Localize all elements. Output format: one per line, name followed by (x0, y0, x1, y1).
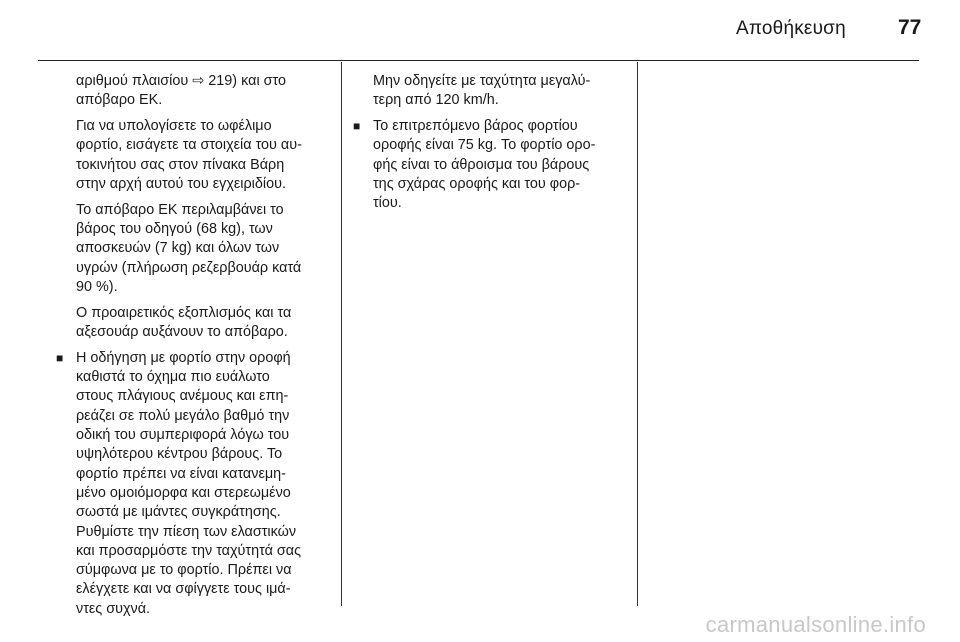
middle-column (353, 72, 635, 214)
header-divider (38, 60, 919, 61)
page-header-title: Αποθήκευση (736, 18, 846, 39)
permitted-roof-load-bullet-text: Το επιτρεπόμενο βάρος φορτίου οροφής είναι 75 kg. Το φορτίο ορο- φής είναι το άθροισμα του βάρους της σχάρας οροφής και του φορ- τίου. (373, 118, 596, 212)
kerb-weight-paragraph: Το απόβαρο ΕΚ περιλαμβάνει το βάρος του οδηγού (68 kg), των αποσκευών (7 kg) και όλων των υγρών (πλήρωση ρεζερβουάρ κατά 90 %). (76, 201, 302, 295)
page-number: 77 (898, 16, 922, 39)
optional-equipment-paragraph: Ο προαιρετικός εξοπλισμός και τα αξεσουάρ αυξάνουν το απόβαρο. (76, 304, 292, 341)
column-divider-left (341, 62, 342, 606)
bullet-square-icon: ■ (56, 350, 64, 365)
bullet-square-icon: ■ (353, 119, 361, 134)
roof-load-bullet-text: Η οδήγηση με φορτίο στην οροφή καθιστά το όχημα πιο ευάλωτο στους πλάγιους ανέμους και επη- ρεάζει σε πολύ μεγάλο βαθμό την οδική του συμπεριφορά λόγω του υψηλότερου κέντρου βάρους. Το φορτίο πρέπει να είναι κατανεμη- μένο ομοιόμορφα και στερεωμένο σωστά με ιμάντες συγκράτησης. Ρυθμίστε την πίεση των ελαστικών και προσαρμόστε την ταχύτητά σας σύμφωνα με το φορτίο. Πρέπει να ελέγχετε και να σφίγγετε τους ιμά- ντες συχνά. (76, 349, 302, 617)
left-column (56, 72, 338, 619)
watermark-text: carmanualsonline.info (705, 612, 926, 637)
column-divider-right (637, 62, 638, 606)
payload-calc-paragraph: Για να υπολογίσετε το ωφέλιμο φορτίο, εισάγετε τα στοιχεία του αυ- τοκινήτου σας στον πίνακα Βάρη στην αρχή αυτού του εγχειριδίου. (76, 118, 302, 192)
speed-limit-paragraph: Μην οδηγείτε με ταχύτητα μεγαλύ- τερη από 120 km/h. (373, 73, 591, 109)
roof-load-bullet (56, 349, 338, 619)
permitted-roof-load-bullet (353, 117, 635, 213)
intro-paragraph: αριθμού πλαισίου ⇨ 219) και στο απόβαρο ΕΚ. (76, 73, 286, 109)
